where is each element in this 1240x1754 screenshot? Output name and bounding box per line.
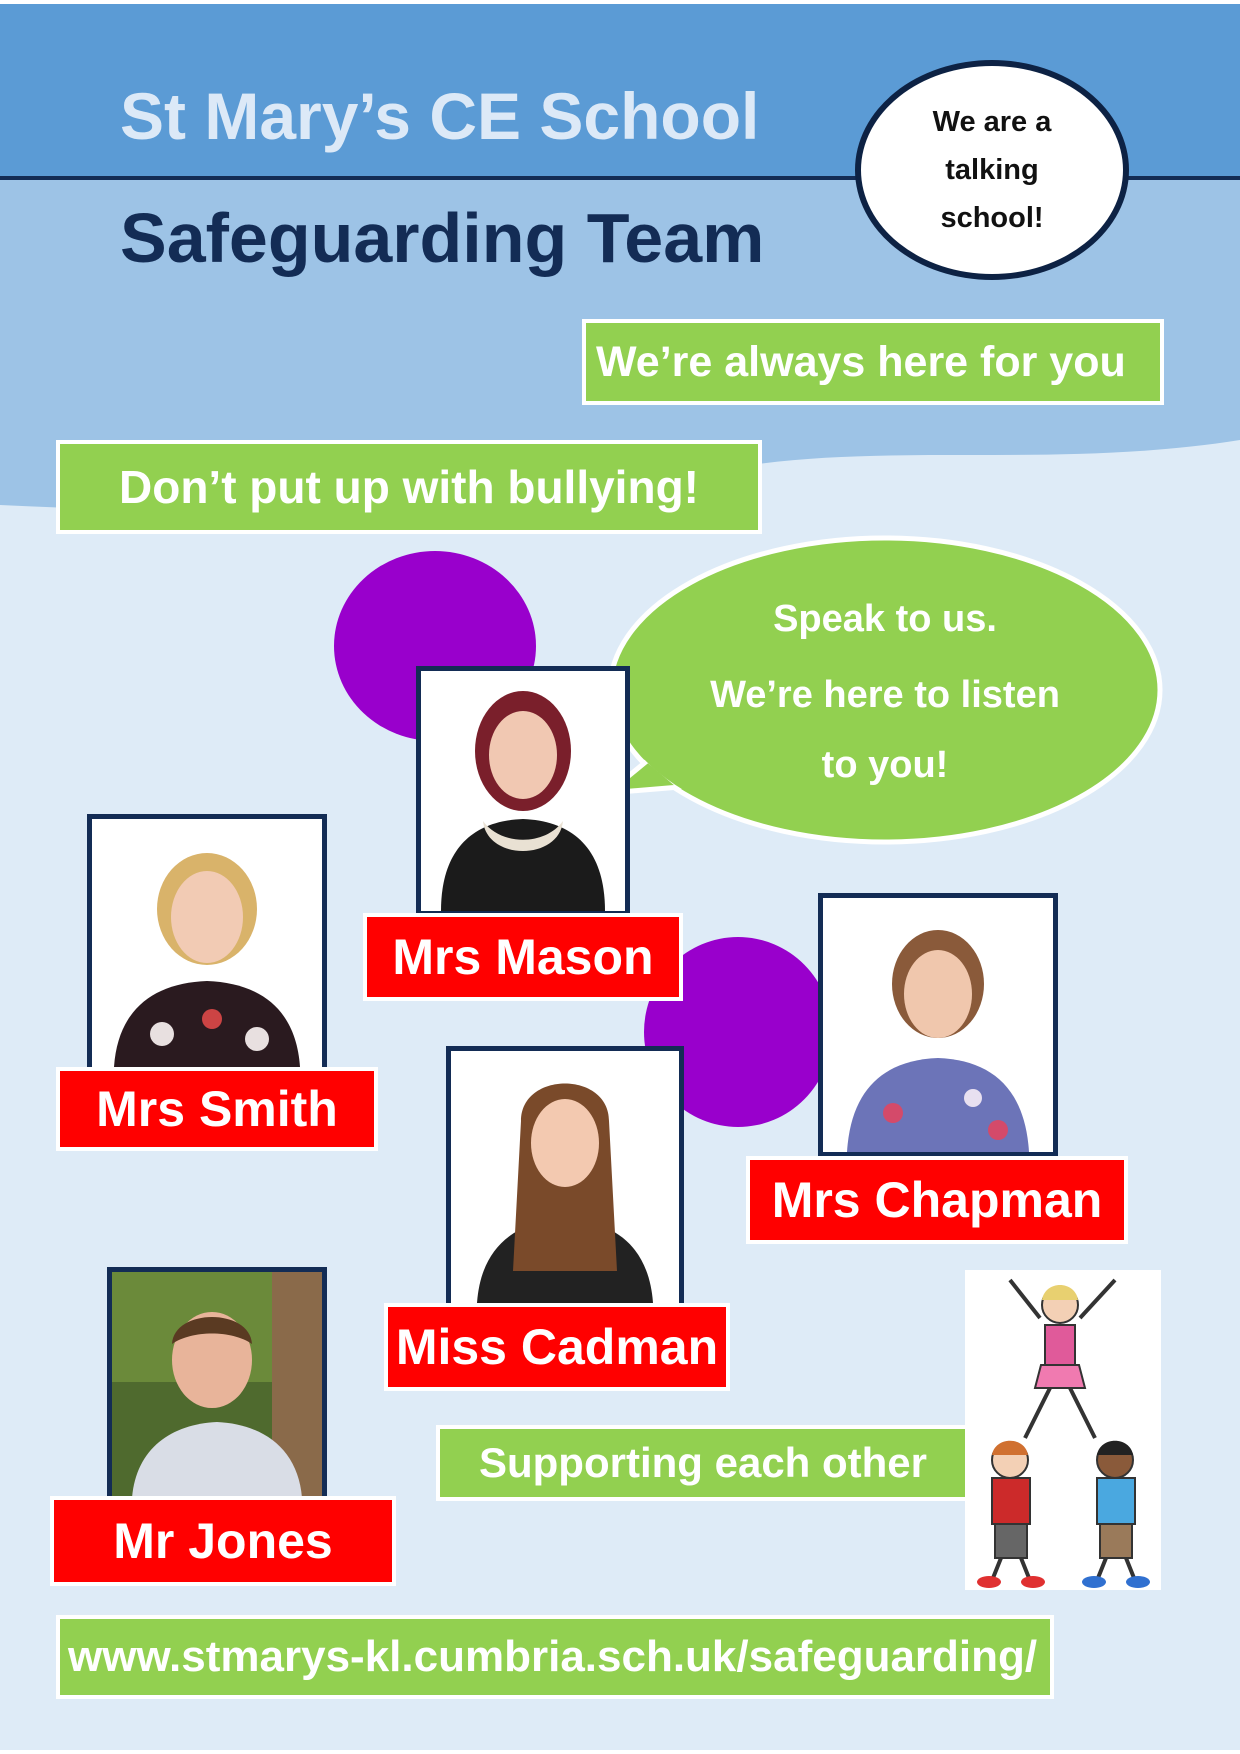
- staff-name-smith: Mrs Smith: [56, 1067, 378, 1151]
- staff-name-chapman: Mrs Chapman: [746, 1156, 1128, 1244]
- school-name: St Mary’s CE School: [120, 79, 760, 153]
- staff-photo-cadman: [446, 1046, 684, 1308]
- staff-name-jones: Mr Jones: [50, 1496, 396, 1586]
- talking-school-oval: [855, 60, 1129, 280]
- speech-line-1: Speak to us.: [773, 598, 997, 640]
- speech-line-2: We’re here to listen to you!: [710, 674, 1060, 786]
- staff-photo-chapman: [818, 893, 1058, 1157]
- staff-name-mason: Mrs Mason: [363, 913, 683, 1001]
- oval-text: We are a talking school!: [932, 106, 1052, 234]
- children-illustration: [965, 1270, 1161, 1590]
- staff-photo-smith: [87, 814, 327, 1072]
- bullying-banner: Don’t put up with bullying!: [56, 440, 762, 534]
- always-here-banner: We’re always here for you: [582, 319, 1164, 405]
- website-banner[interactable]: www.stmarys-kl.cumbria.sch.uk/safeguarding/: [56, 1615, 1054, 1699]
- team-title: Safeguarding Team: [120, 199, 765, 277]
- supporting-banner: Supporting each other: [436, 1425, 970, 1501]
- staff-name-cadman: Miss Cadman: [384, 1303, 730, 1391]
- staff-photo-mason: [416, 666, 630, 916]
- staff-photo-jones: [107, 1267, 327, 1503]
